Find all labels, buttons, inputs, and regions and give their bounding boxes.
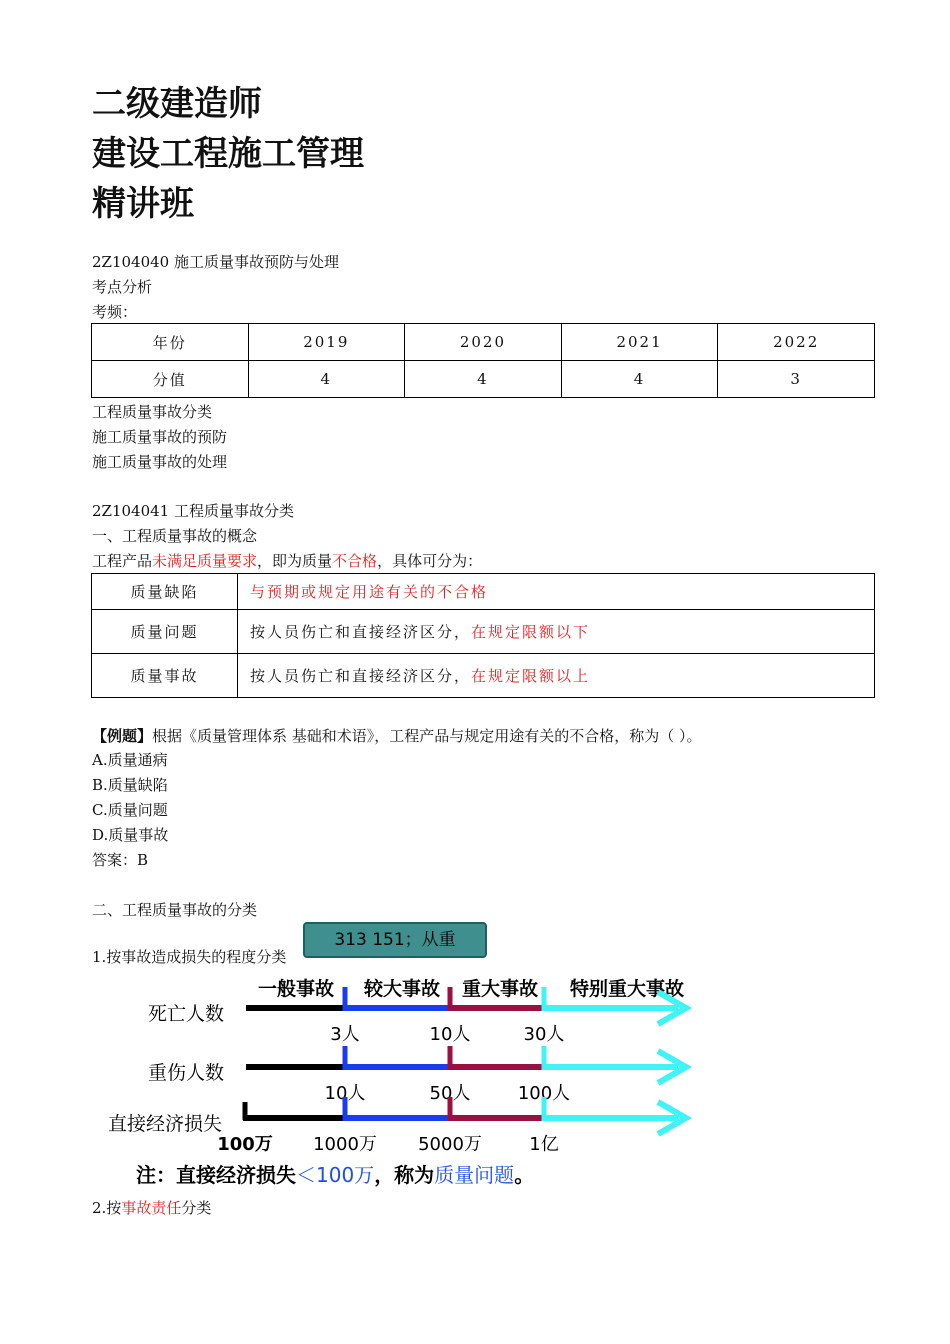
threshold-injuries-3: 100人 bbox=[517, 1083, 571, 1104]
doc-title-line-2: 建设工程施工管理 bbox=[92, 134, 364, 174]
definition-description bbox=[238, 654, 875, 698]
accident-classification-diagram bbox=[100, 965, 720, 1195]
freq-value-cell: 4 bbox=[405, 361, 562, 398]
section-code-2z104041: 2Z104041 工程质量事故分类 bbox=[92, 502, 294, 520]
note-highlight: ＜100万 bbox=[296, 1163, 375, 1187]
definition-row bbox=[92, 654, 875, 698]
doc-title-line-1: 二级建造师 bbox=[92, 84, 262, 124]
note-text: 。 bbox=[514, 1163, 535, 1187]
concept-intro bbox=[92, 551, 482, 571]
topic-item: 施工质量事故的预防 bbox=[92, 428, 228, 446]
definition-term: 质量问题 bbox=[92, 610, 238, 654]
freq-header-cell: 2019 bbox=[248, 324, 405, 361]
frequency-header-row bbox=[92, 324, 875, 361]
intro-text: 工程产品 bbox=[92, 552, 153, 570]
topic-item: 施工质量事故的处理 bbox=[92, 453, 228, 471]
resp-text: 分类 bbox=[181, 1199, 212, 1217]
concept-heading: 一、工程质量事故的概念 bbox=[92, 527, 258, 545]
note-highlight: 质量问题 bbox=[434, 1163, 515, 1187]
threshold-economic-4: 1亿 bbox=[529, 1134, 559, 1155]
threshold-injuries-1: 10人 bbox=[324, 1083, 366, 1104]
row-label-deaths: 死亡人数 bbox=[148, 1003, 225, 1025]
definition-term: 质量事故 bbox=[92, 654, 238, 698]
frequency-label: 考频： bbox=[92, 303, 138, 321]
freq-value-cell: 4 bbox=[248, 361, 405, 398]
row-label-economic-loss: 直接经济损失 bbox=[108, 1113, 223, 1135]
threshold-deaths-3: 30人 bbox=[523, 1024, 565, 1045]
intro-highlight: 未满足质量要求 bbox=[152, 552, 258, 570]
example-option: C.质量问题 bbox=[92, 801, 168, 819]
freq-header-cell: 年份 bbox=[92, 324, 249, 361]
resp-highlight: 事故责任 bbox=[121, 1199, 182, 1217]
example-option: D.质量事故 bbox=[92, 826, 169, 844]
example-option: B.质量缺陷 bbox=[92, 776, 168, 794]
threshold-deaths-1: 3人 bbox=[330, 1024, 360, 1045]
frequency-value-row bbox=[92, 361, 875, 398]
note-text: ，称为 bbox=[374, 1163, 435, 1187]
classification-heading: 二、工程质量事故的分类 bbox=[92, 901, 258, 919]
definition-highlight: 在规定限额以下 bbox=[471, 623, 591, 641]
definition-row bbox=[92, 574, 875, 610]
doc-title-line-3: 精讲班 bbox=[92, 184, 194, 224]
classification-by-degree: 1.按事故造成损失的程度分类 bbox=[92, 948, 287, 966]
freq-header-cell: 2021 bbox=[561, 324, 718, 361]
category-label-major: 重大事故 bbox=[462, 978, 539, 1000]
threshold-economic-2: 1000万 bbox=[313, 1134, 377, 1155]
definition-term: 质量缺陷 bbox=[92, 574, 238, 610]
example-option: A.质量通病 bbox=[92, 751, 168, 769]
threshold-deaths-2: 10人 bbox=[429, 1024, 471, 1045]
definition-highlight: 与预期或规定用途有关的不合格 bbox=[250, 583, 489, 601]
threshold-economic-1: 100万 bbox=[217, 1134, 273, 1155]
intro-text: ，具体可分为： bbox=[377, 552, 483, 570]
example-question bbox=[92, 726, 702, 746]
example-question-text: 根据《质量管理体系 基础和术语》，工程产品与规定用途有关的不合格，称为（ ）。 bbox=[152, 727, 702, 745]
category-label-larger: 较大事故 bbox=[364, 978, 441, 1000]
example-tag: 【例题】 bbox=[92, 727, 153, 745]
classification-by-responsibility bbox=[92, 1198, 211, 1218]
threshold-injuries-2: 50人 bbox=[429, 1083, 471, 1104]
topic-item: 工程质量事故分类 bbox=[92, 403, 213, 421]
definition-table bbox=[91, 573, 875, 698]
example-answer: 答案：B bbox=[92, 851, 149, 869]
definition-row bbox=[92, 610, 875, 654]
mnemonic-badge: 313 151；从重 bbox=[303, 922, 487, 958]
definition-description bbox=[238, 574, 875, 610]
row-label-injuries: 重伤人数 bbox=[148, 1062, 225, 1084]
resp-text: 2.按 bbox=[92, 1199, 122, 1217]
definition-highlight: 在规定限额以上 bbox=[471, 667, 591, 685]
category-label-general: 一般事故 bbox=[258, 978, 335, 1000]
intro-highlight: 不合格 bbox=[332, 552, 378, 570]
section-code-2z104040: 2Z104040 施工质量事故预防与处理 bbox=[92, 253, 339, 271]
diagram-note bbox=[136, 1163, 534, 1187]
threshold-economic-3: 5000万 bbox=[418, 1134, 482, 1155]
frequency-table bbox=[91, 323, 875, 398]
definition-plain: 按人员伤亡和直接经济区分， bbox=[250, 667, 472, 685]
intro-text: ，即为质量 bbox=[257, 552, 333, 570]
freq-value-cell: 3 bbox=[718, 361, 875, 398]
analysis-label: 考点分析 bbox=[92, 278, 153, 296]
freq-header-cell: 2020 bbox=[405, 324, 562, 361]
category-label-especially-major: 特别重大事故 bbox=[570, 978, 685, 1000]
freq-value-cell: 分值 bbox=[92, 361, 249, 398]
freq-value-cell: 4 bbox=[561, 361, 718, 398]
note-text: 注：直接经济损失 bbox=[136, 1163, 296, 1187]
definition-plain: 按人员伤亡和直接经济区分， bbox=[250, 623, 472, 641]
freq-header-cell: 2022 bbox=[718, 324, 875, 361]
definition-description bbox=[238, 610, 875, 654]
